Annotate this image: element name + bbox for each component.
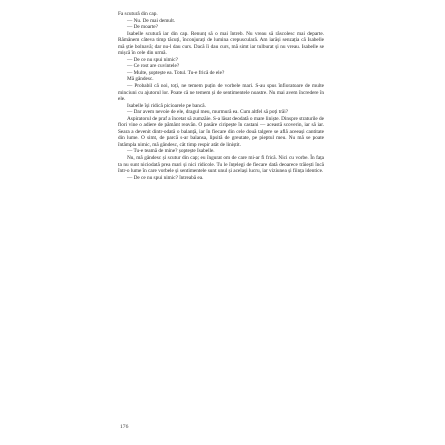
paragraph: — Ce rost are cuvintele? [127, 63, 180, 70]
page-text [118, 11, 324, 181]
paragraph: Isabelle își ridică picioarele pe bancă. [127, 102, 206, 109]
paragraph: Aspiratorul de praf a încetat să zumzăie. S-a lăsat deodată o mare liniște. Dinspre straturile de flori vine o adiere de pământ reavăn. O pasăre ciripește în castani — această scoverin, iar să iar. Seara a devenit dintr-odată o balanță, iar în fiecare din cele două talgere se află aceeași cantitate din lume. O simt, de parcă s-ar balansa, lipsită de greutate, pe pieptul meu. Nu mă se poate întâmpla nimic, mă gândesc, cât timp respir atât de liniștit. [118, 115, 324, 148]
paragraph: — Multe, șoptește ea. Totul. Tu-e frică de ele? [127, 69, 225, 76]
paragraph: Nu, mă gândesc și scutur din cap; eu îngurat om de care mi-ar fi frică. Nici cu vorbe. În fața ta nu sunt niciodată prea mari și nici ridicole. Tu le înțelegi de fiecare dată deoarece trăiești încă într-o lume în care vorbele și sentimentele sunt unul și același lucru, iar viziunea și ființa identice. [118, 155, 324, 175]
paragraph: — Nu. De mai demult. [127, 17, 176, 24]
paragraph: — De moarte? [127, 24, 158, 31]
paragraph: — De ce nu spui nimic? [127, 56, 178, 63]
paragraph: Isabelle scutură iar din cap. Renunț să o mai întreb. Nu vreau să răscolesc mai departe. Rămânem câteva timp tăcuți, înconjurați de lumina crepusculară. Am iarăși senzația că Isabelle mă știe bolnavă; dar nu-l dau curs. Dacă îi dau curs, mă simt iar tulburat și nu vreau. Isabelle se mișcă în cele din urmă. [118, 30, 324, 57]
paragraph: — Probabil că noi, toți, ne temem puțin de vorbele mari. S-au spus înfioratoare de multe minciuni cu ajutorul lor. Poate că ne temem și de sentimentele noastre. Nu mai avem încredere în ele. [118, 83, 324, 103]
paragraph: Mă gândesc. [127, 76, 154, 83]
paragraph: — Dar avem nevoie de ele, dragul meu, murmură ea. Cum altfel să poți trăi? [127, 109, 289, 116]
paragraph: — De ce nu spui nimic? întreabă ea. [127, 174, 204, 181]
paragraph: Fa scutură din cap. [118, 11, 158, 17]
paragraph: — Tu-e teamă de mine? șoptește Isabelle. [127, 148, 215, 155]
page-number: 176 [120, 424, 129, 430]
